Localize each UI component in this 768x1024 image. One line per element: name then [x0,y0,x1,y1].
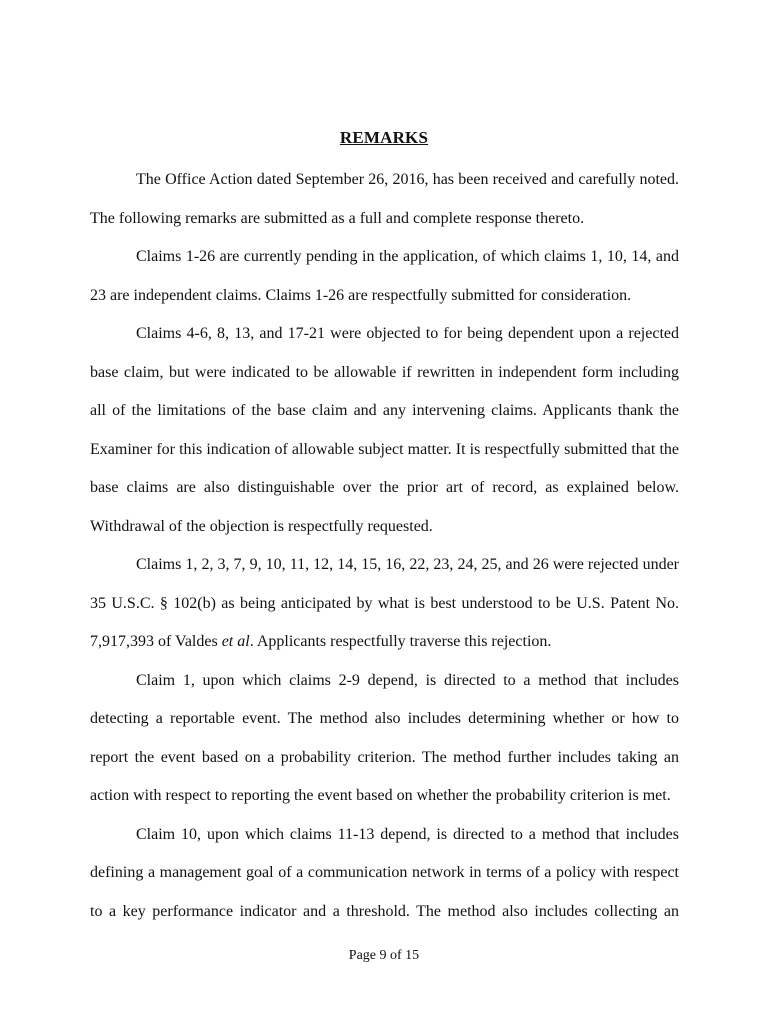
rejection-italic-et-al: et al [221,633,250,650]
paragraph-claim-10: Claim 10, upon which claims 11-13 depend, is directed to a method that includes defining a management goal of a communication network in terms of a policy with respect to a key performance indicator and a threshold. The method also includes collecting an [90,825,679,920]
document-body [90,161,679,931]
paragraph-pending-claims: Claims 1-26 are currently pending in the application, of which claims 1, 10, 14, and 23 are independent claims. Claims 1-26 are respectfully submitted for consideration. [90,248,679,304]
rejection-text-before: Claims 1, 2, 3, 7, 9, 10, 11, 12, 14, 15, 16, 22, 23, 24, 25, and 26 were rejected under 35 U.S.C. § 102(b) as being anticipated by what is best understood to be U.S. Patent No. 7,917,393 of Valdes [90,556,679,650]
paragraph-claim-1: Claim 1, upon which claims 2-9 depend, is directed to a method that includes detecting a reportable event. The method also includes determining whether or how to report the event based on a probability criterion. The method further includes taking an action with respect to reporting the event based on whether the probability criterion is met. [90,671,679,804]
paragraph-rejection [90,546,679,662]
paragraph-objection: Claims 4-6, 8, 13, and 17-21 were objected to for being dependent upon a rejected base claim, but were indicated to be allowable if rewritten in independent form including all of the limitations of the base claim and any intervening claims. Applicants thank the Examiner for this indication of allowable subject matter. It is respectfully submitted that the base claims are also distinguishable over the prior art of record, as explained below. Withdrawal of the objection is respectfully requested. [90,325,679,535]
page-number: Page 9 of 15 [348,948,420,963]
rejection-text-after: . Applicants respectfully traverse this rejection. [249,633,552,650]
paragraph-office-action: The Office Action dated September 26, 2016, has been received and carefully noted. The following remarks are submitted as a full and complete response thereto. [90,171,679,227]
page-title: REMARKS [339,128,429,147]
